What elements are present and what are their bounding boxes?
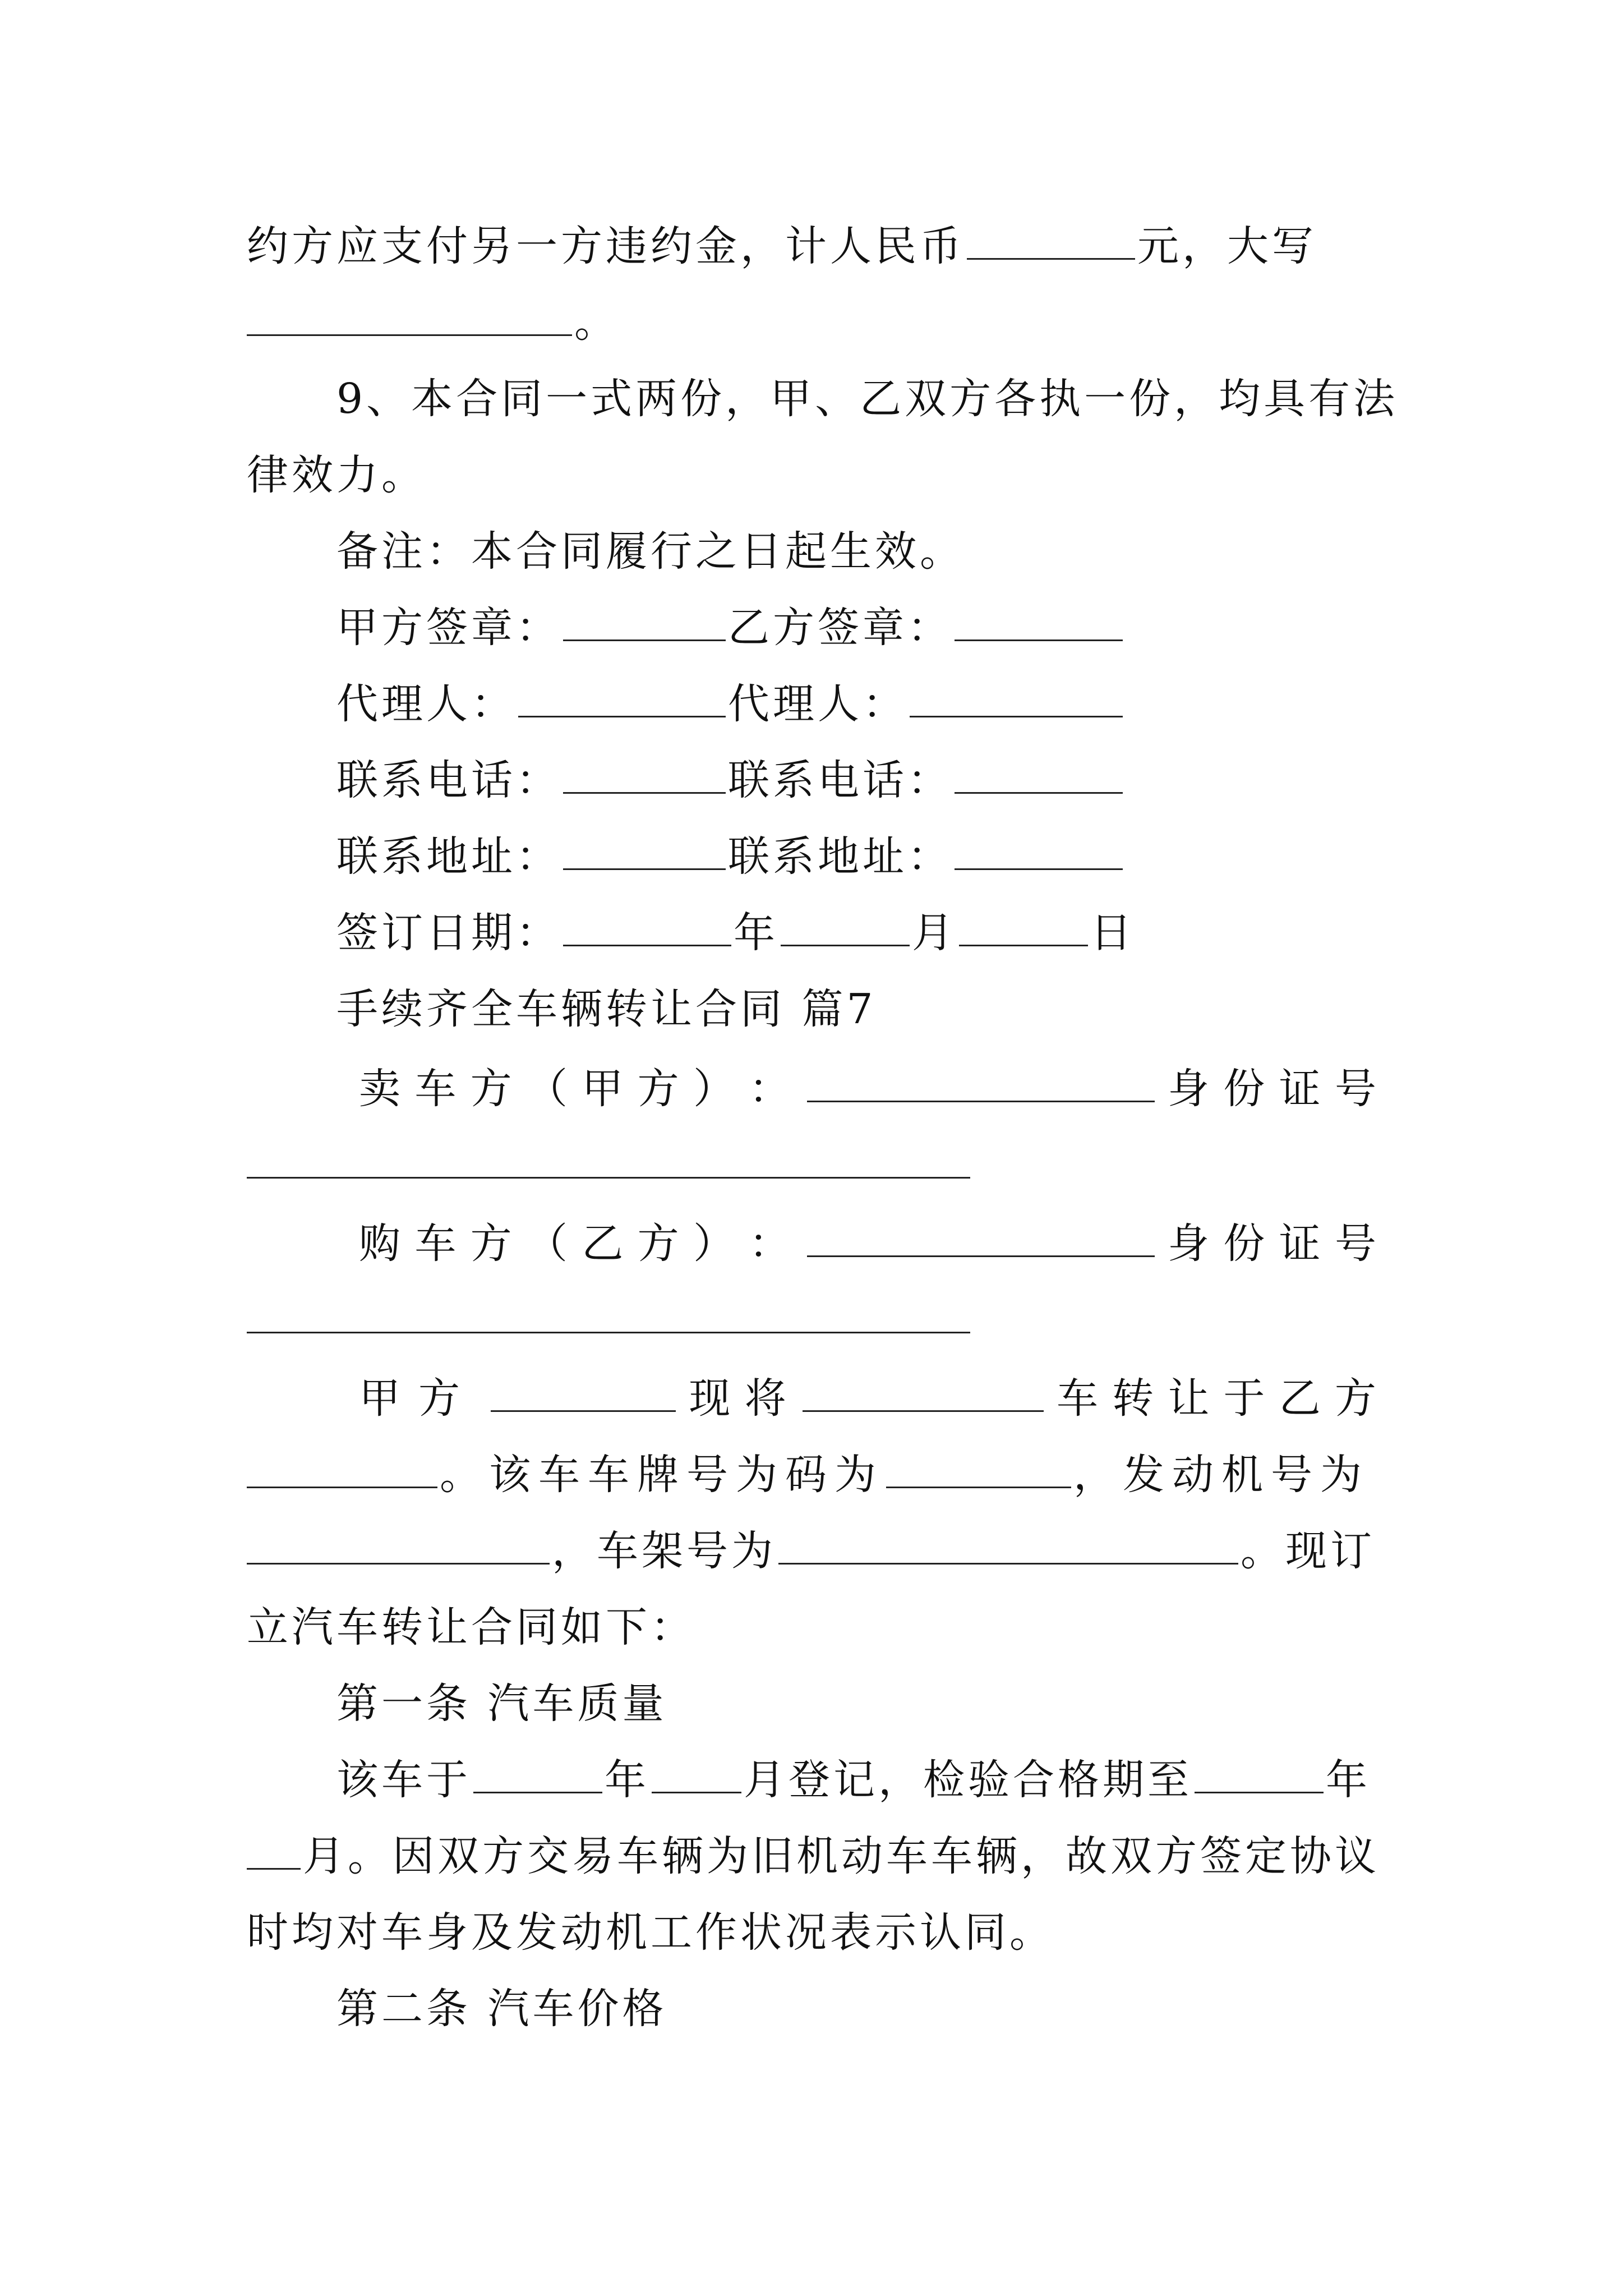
- transfer-line-2: [247, 1444, 1380, 1506]
- seller-id-char: 份: [1223, 1065, 1269, 1113]
- remark: 备注：本合同履行之日起生效。: [336, 527, 965, 576]
- party-a-signature-blank: [563, 605, 726, 641]
- day-label: 日: [1090, 909, 1135, 957]
- seller-id-char: 号: [1334, 1065, 1380, 1113]
- buyer-id-char: 身: [1167, 1220, 1212, 1268]
- date-row: [336, 902, 1380, 964]
- seller-char: 方: [470, 1065, 515, 1113]
- clause-9: 9、本合同一式两份，甲、乙双方各执一份，均具有法: [336, 375, 1399, 423]
- inspection-month-blank: [247, 1833, 301, 1870]
- party-a-agent-blank: [518, 681, 726, 717]
- party-a-address-blank: [563, 834, 726, 870]
- month-label: 月: [912, 909, 957, 957]
- buyer-id-char: 证: [1279, 1220, 1324, 1268]
- seller-char: ）: [693, 1065, 738, 1113]
- buyer-char: （: [525, 1220, 571, 1268]
- transfer-line-1: [359, 1368, 1380, 1429]
- penalty-line: [247, 215, 1380, 277]
- month-blank: [781, 910, 910, 946]
- party-b-address-label: 联系地址：: [728, 832, 952, 881]
- signature-row: [336, 597, 1380, 659]
- penalty-text-2: 元，大写: [1137, 222, 1317, 270]
- seller-char: 卖: [359, 1065, 404, 1113]
- party-b-agent-label: 代理人：: [728, 680, 907, 728]
- amount-blank: [967, 223, 1135, 260]
- party-b-address-blank: [955, 834, 1123, 870]
- phone-row: [336, 749, 1380, 811]
- transfer-char: 转: [1112, 1374, 1158, 1423]
- seller-id-blank: [247, 1177, 970, 1179]
- party-a-text: 甲方: [359, 1374, 478, 1423]
- contract-text: 。现订: [1241, 1527, 1375, 1575]
- article-1-title: 第一条 汽车质量: [336, 1680, 667, 1728]
- year-blank: [563, 910, 731, 946]
- buyer-char: 车: [414, 1220, 460, 1268]
- buyer-name-blank: [807, 1221, 1155, 1257]
- party-a-address-label: 联系地址：: [336, 832, 561, 881]
- agent-row: [336, 673, 1380, 735]
- buyer-line: [359, 1213, 1380, 1274]
- uppercase-amount-line: [247, 292, 1380, 353]
- address-row: [336, 826, 1380, 887]
- party-b-signature-blank: [955, 605, 1123, 641]
- period: 。: [574, 298, 619, 347]
- buyer-char: 购: [359, 1220, 404, 1268]
- engine-number-text: ，发动机号为: [1073, 1451, 1370, 1499]
- transfer-char: 乙: [1279, 1374, 1324, 1423]
- party-b-signature-label: 乙方签章：: [728, 604, 952, 652]
- buyer-char: ：: [749, 1220, 794, 1268]
- contract-heading: 手续齐全车辆转让合同 篇7: [336, 985, 877, 1033]
- seller-id-char: 证: [1279, 1065, 1324, 1113]
- buyer-char: 方: [470, 1220, 515, 1268]
- seller-char: 方: [637, 1065, 683, 1113]
- article-1-line-2: [247, 1825, 1380, 1887]
- registration-text: 该车于: [336, 1756, 471, 1804]
- sign-date-label: 签订日期：: [336, 909, 561, 957]
- frame-number-text: ，车架号为: [552, 1527, 776, 1575]
- inspection-year-blank: [1195, 1757, 1324, 1793]
- vehicle-blank: [803, 1375, 1044, 1412]
- article-2-title: 第二条 汽车价格: [336, 1985, 667, 2033]
- party-a-signature-label: 甲方签章：: [336, 604, 561, 652]
- registration-year-blank: [473, 1757, 602, 1793]
- buyer-char: 乙: [582, 1220, 627, 1268]
- plate-number-text: 。该车车牌号为码为: [440, 1451, 884, 1499]
- registration-month-blank: [652, 1757, 741, 1793]
- party-a-phone-blank: [563, 757, 726, 794]
- buyer-char: ）: [693, 1220, 738, 1268]
- transfer-char: 车: [1056, 1374, 1101, 1423]
- seller-id-char: 身: [1167, 1065, 1212, 1113]
- year-label: 年: [734, 909, 778, 957]
- seller-char: ：: [749, 1065, 794, 1113]
- article-1-line-3: 时均对车身及发动机工作状况表示认同。: [247, 1908, 1054, 1957]
- engine-number-blank: [247, 1528, 550, 1565]
- transfer-char: 方: [1334, 1374, 1380, 1423]
- transfer-char: 现: [689, 1374, 734, 1423]
- party-b-phone-blank: [955, 757, 1123, 794]
- seller-char: 甲: [582, 1065, 627, 1113]
- transfer-line-3: [247, 1520, 1380, 1582]
- penalty-text: 约方应支付另一方违约金，计人民币: [247, 222, 965, 270]
- transfer-char: 于: [1223, 1374, 1269, 1423]
- party-b-name-blank: [247, 1452, 437, 1488]
- party-a-phone-label: 联系电话：: [336, 756, 561, 804]
- clause-9-cont: 律效力。: [247, 451, 426, 499]
- registration-year-label: 年: [605, 1756, 649, 1804]
- frame-number-blank: [778, 1528, 1238, 1565]
- party-b-phone-label: 联系电话：: [728, 756, 952, 804]
- inspection-text: 月登记，检验合格期至: [744, 1756, 1192, 1804]
- buyer-id-char: 份: [1223, 1220, 1269, 1268]
- seller-name-blank: [807, 1066, 1155, 1102]
- uppercase-amount-blank: [247, 300, 572, 336]
- seller-char: 车: [414, 1065, 460, 1113]
- plate-number-blank: [886, 1452, 1071, 1488]
- transfer-line-4: 立汽车转让合同如下：: [247, 1603, 695, 1651]
- seller-char: （: [525, 1065, 571, 1113]
- seller-line: [359, 1058, 1380, 1120]
- buyer-char: 方: [637, 1220, 683, 1268]
- transfer-char: 将: [744, 1374, 790, 1423]
- party-a-name-blank: [491, 1375, 676, 1412]
- day-blank: [959, 910, 1088, 946]
- inspection-year-label: 年: [1326, 1756, 1371, 1804]
- transfer-char: 让: [1168, 1374, 1213, 1423]
- buyer-id-blank: [247, 1332, 970, 1333]
- buyer-id-char: 号: [1334, 1220, 1380, 1268]
- article-1-text: 月。因双方交易车辆为旧机动车车辆，故双方签定协议: [303, 1832, 1380, 1880]
- party-a-agent-label: 代理人：: [336, 680, 516, 728]
- party-b-agent-blank: [910, 681, 1123, 717]
- article-1-line-1: [336, 1749, 1380, 1811]
